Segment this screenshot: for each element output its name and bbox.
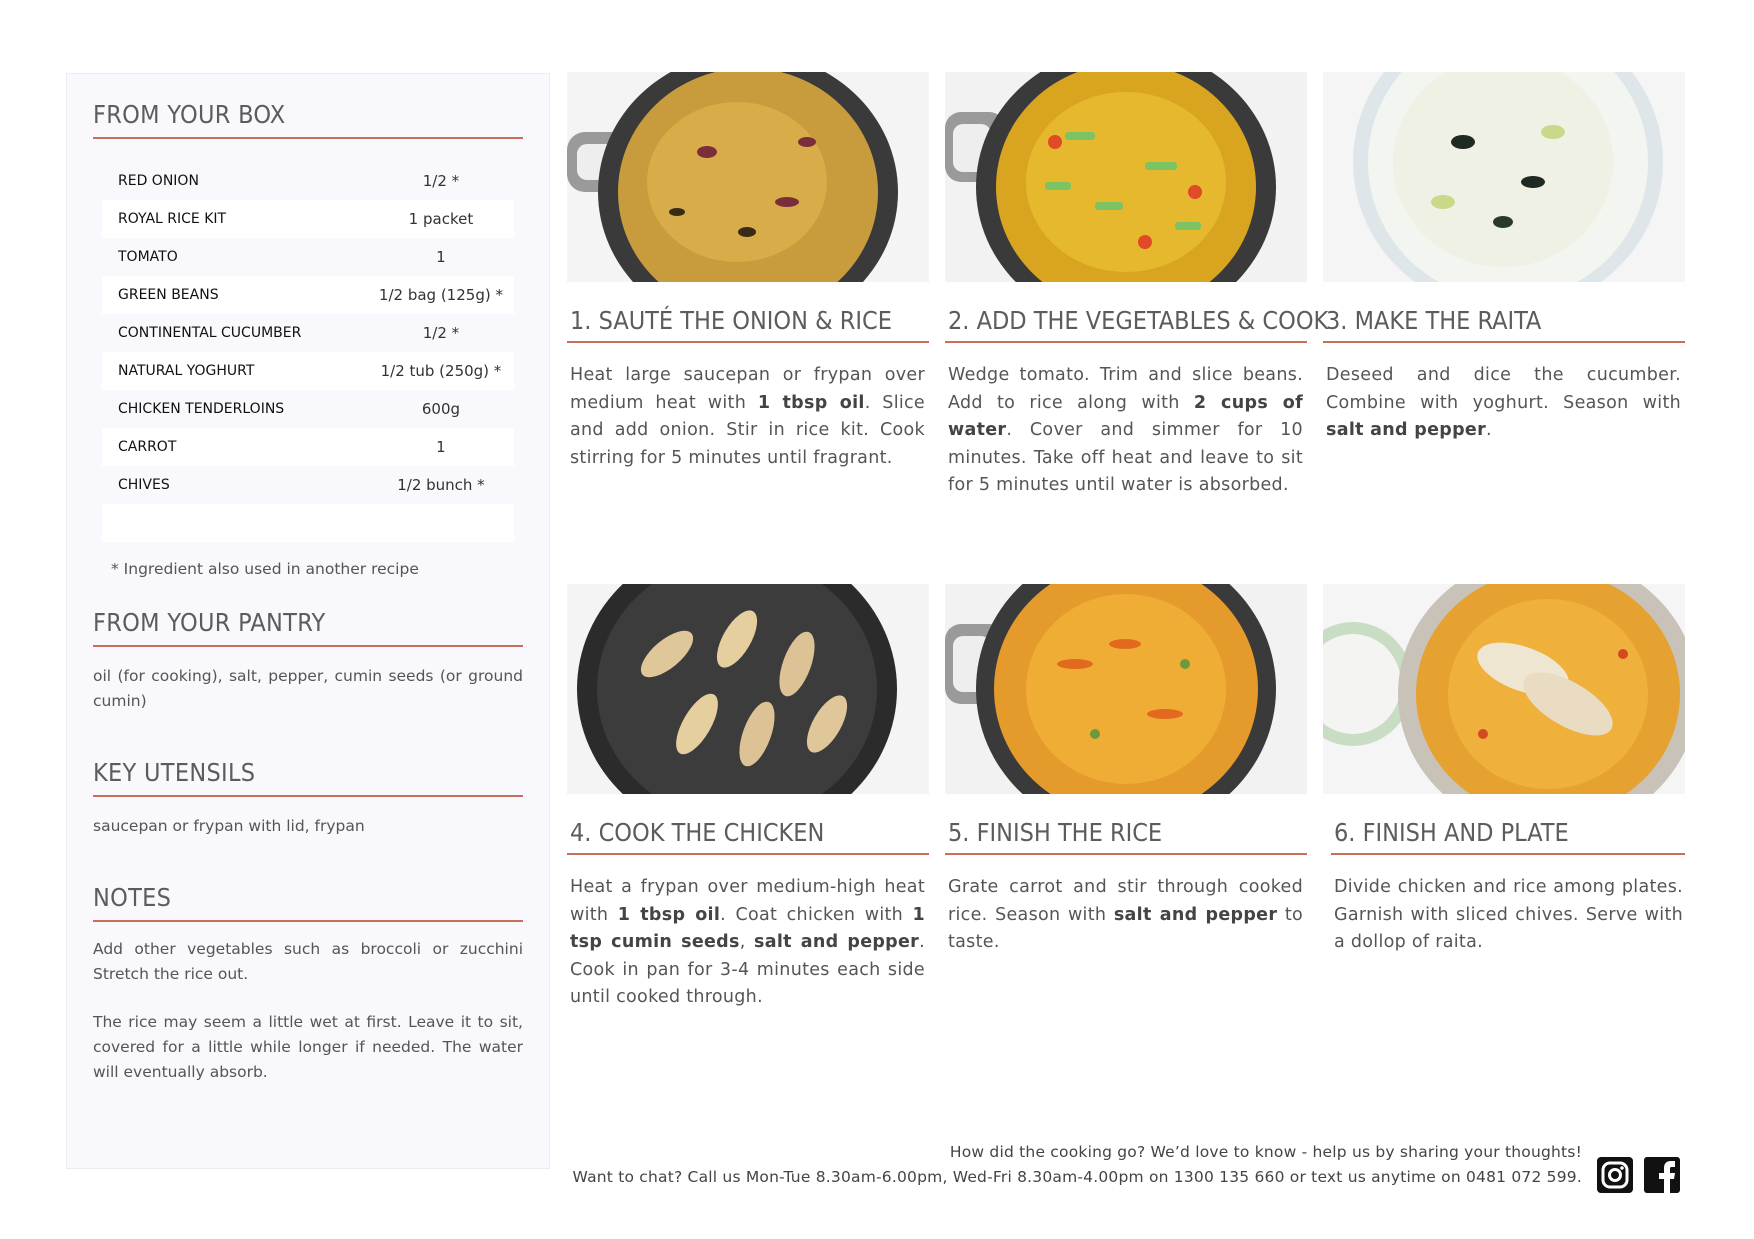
step-title: 5. FINISH THE RICE xyxy=(945,818,1307,855)
ingredient-qty: 1/2 * xyxy=(422,172,460,190)
ingredient-row xyxy=(102,276,514,314)
note-text: Add other vegetables such as broccoli or zucchini Stretch the rice out. xyxy=(93,940,523,983)
emphasis-text: salt and pepper xyxy=(1326,420,1487,440)
step-title: 4. COOK THE CHICKEN xyxy=(567,818,929,855)
ingredient-row xyxy=(102,238,514,276)
text-run: . Cover and simmer for 10 minutes. Take off heat and leave to sit for 5 minutes until water is absorbed. xyxy=(948,420,1303,495)
ingredient-name: GREEN BEANS xyxy=(118,287,219,303)
utensils-text: saucepan or frypan with lid, frypan xyxy=(93,817,365,835)
feedback-text: How did the cooking go? We’d love to know - help us by sharing your thoughts! xyxy=(949,1143,1582,1161)
contact-text: Want to chat? Call us Mon-Tue 8.30am-6.00pm, Wed-Fri 8.30am-4.00pm on 1300 135 660 or text us anytime on 0481 072 599. xyxy=(572,1168,1582,1186)
facebook-icon[interactable] xyxy=(1644,1157,1680,1193)
text-run: Heat a frypan over medium-high heat with xyxy=(570,877,925,925)
pantry-text: oil (for cooking), salt, pepper, cumin seeds (or ground cumin) xyxy=(93,667,523,710)
ingredient-row xyxy=(102,352,514,390)
from-your-box-heading: FROM YOUR BOX xyxy=(93,100,523,139)
instagram-icon[interactable] xyxy=(1597,1157,1633,1193)
ingredient-row-empty xyxy=(102,504,514,542)
step-photo-finished-rice xyxy=(945,584,1307,794)
ingredient-qty: 1/2 * xyxy=(422,324,460,342)
ingredient-name: TOMATO xyxy=(118,249,178,265)
text-run: , xyxy=(739,932,754,952)
ingredient-row xyxy=(102,200,514,238)
ingredient-name: ROYAL RICE KIT xyxy=(118,211,227,227)
ingredient-qty: 600g xyxy=(421,400,461,418)
ingredient-name: CHIVES xyxy=(118,477,170,493)
ingredients-sidebar xyxy=(66,73,550,1169)
ingredient-row xyxy=(102,162,514,200)
ingredient-row xyxy=(102,314,514,352)
step-text xyxy=(1326,362,1681,445)
ingredient-row xyxy=(102,390,514,428)
ingredients-footnote: * Ingredient also used in another recipe xyxy=(111,560,419,578)
step-photo-plated xyxy=(1323,584,1685,794)
key-utensils-heading: KEY UTENSILS xyxy=(93,758,523,797)
text-run: Deseed and dice the cucumber. Combine with yoghurt. Season with xyxy=(1326,365,1681,413)
step-photo-chicken xyxy=(567,584,929,794)
step-photo-raita xyxy=(1323,72,1685,282)
emphasis-text: 1 tbsp oil xyxy=(617,904,721,925)
step-title: 1. SAUTÉ THE ONION & RICE xyxy=(567,306,929,343)
ingredient-qty: 1/2 tub (250g) * xyxy=(380,362,502,380)
step-text xyxy=(948,362,1303,500)
step-photo-rice-onion xyxy=(567,72,929,282)
emphasis-text: salt and pepper xyxy=(1113,904,1278,925)
step-text xyxy=(570,874,925,1012)
ingredient-name: CONTINENTAL CUCUMBER xyxy=(118,325,302,341)
step-title: 2. ADD THE VEGETABLES & COOK xyxy=(945,306,1307,343)
step-photo-vegetables-simmer xyxy=(945,72,1307,282)
step-text xyxy=(570,362,925,472)
ingredient-row xyxy=(102,466,514,504)
ingredients-table xyxy=(102,162,514,542)
from-your-pantry-heading: FROM YOUR PANTRY xyxy=(93,608,523,647)
ingredient-qty: 1/2 bunch * xyxy=(397,476,485,494)
ingredient-name: CARROT xyxy=(118,439,177,455)
emphasis-text: 2 cups of water xyxy=(948,392,1303,440)
ingredient-qty: 1/2 bag (125g) * xyxy=(378,286,503,304)
text-run: . Cook in pan for 3-4 minutes each side until cooked through. xyxy=(570,932,925,1007)
text-run: Divide chicken and rice among plates. Garnish with sliced chives. Serve with a dollop of raita. xyxy=(1334,877,1683,952)
ingredient-qty: 1 xyxy=(436,248,446,266)
step-text xyxy=(1334,874,1683,957)
text-run: . Coat chicken with xyxy=(720,904,913,925)
text-run: . xyxy=(1486,420,1492,440)
text-run: Heat large saucepan or frypan over medium heat with xyxy=(570,365,925,413)
ingredient-qty: 1 packet xyxy=(408,210,474,228)
notes-heading: NOTES xyxy=(93,883,523,922)
emphasis-text: salt and pepper xyxy=(754,932,920,952)
step-text xyxy=(948,874,1303,957)
ingredient-name: CHICKEN TENDERLOINS xyxy=(118,401,285,417)
step-title: 6. FINISH AND PLATE xyxy=(1331,818,1685,855)
ingredient-qty: 1 xyxy=(436,438,446,456)
ingredient-name: RED ONION xyxy=(118,173,199,189)
text-run: to taste. xyxy=(948,904,1303,952)
ingredient-name: NATURAL YOGHURT xyxy=(118,363,255,379)
emphasis-text: 1 tbsp oil xyxy=(757,392,865,413)
note-text: The rice may seem a little wet at first. Leave it to sit, covered for a little while longer if needed. The water will eventually absorb. xyxy=(93,1013,523,1081)
ingredient-row xyxy=(102,428,514,466)
step-title: 3. MAKE THE RAITA xyxy=(1323,306,1685,343)
emphasis-text: 1 tsp cumin seeds xyxy=(570,904,925,952)
text-run: Grate carrot and stir through cooked rice. Season with xyxy=(948,877,1303,925)
text-run: . Slice and add onion. Stir in rice kit. Cook stirring for 5 minutes until fragrant. xyxy=(570,392,926,468)
text-run: Wedge tomato. Trim and slice beans. Add to rice along with xyxy=(948,365,1303,413)
